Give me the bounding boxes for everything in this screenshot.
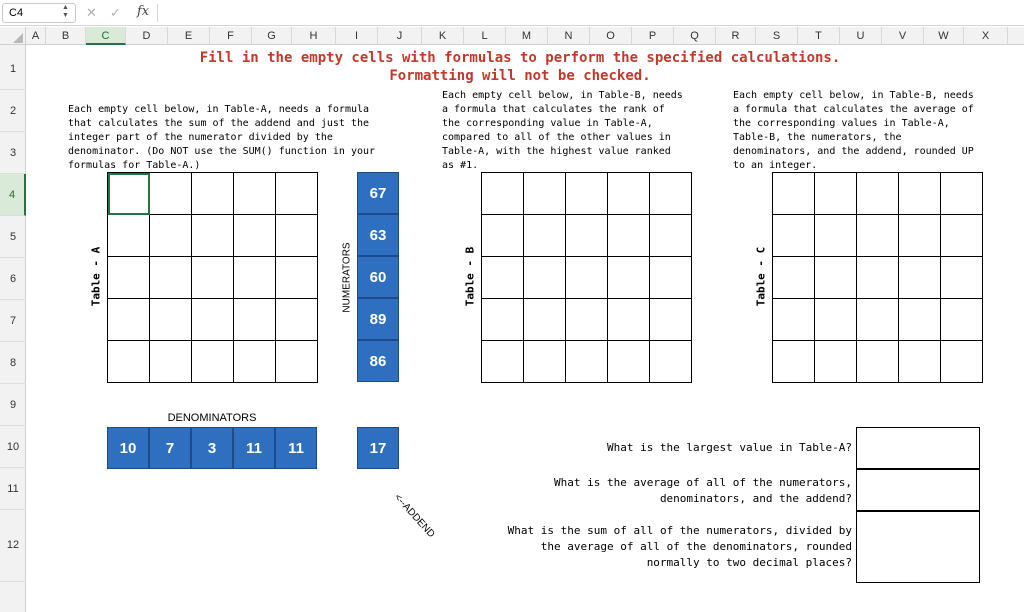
row-number: 10 [6,441,20,453]
row-number: 11 [7,483,19,495]
table-c-cell[interactable] [815,173,857,215]
table-b-cell[interactable] [482,257,524,299]
column-headers [0,27,1024,45]
table-b-cell[interactable] [482,215,524,257]
column-header-x[interactable]: X [964,27,1008,45]
row-number: 5 [9,231,17,243]
answer-average-all[interactable] [856,469,980,511]
column-header-e[interactable]: E [168,27,210,45]
table-c-cell[interactable] [857,257,899,299]
row-number: 7 [9,315,17,327]
table-b-cell[interactable] [650,341,692,383]
table-c-label: Table - C [754,246,768,307]
insert-function-icon[interactable]: fx [137,4,150,19]
formula-input[interactable] [162,6,1012,22]
table-a-row [108,299,318,341]
table-c-cell[interactable] [815,215,857,257]
instructions-title: Fill in the empty cells with formulas to perform the specified calculations. [199,50,841,66]
table-c-cell[interactable] [773,257,815,299]
table-c-cell[interactable] [899,341,941,383]
addend-cell[interactable]: 17 [357,427,399,469]
column-header-p[interactable]: P [632,27,674,45]
table-b-row [482,173,692,215]
table-b-cell[interactable] [608,341,650,383]
table-c-cell[interactable] [815,299,857,341]
row-header-5[interactable] [0,216,26,258]
table-b-cell[interactable] [608,215,650,257]
table-a-row [108,341,318,383]
table-b-instructions: Each empty cell below, in Table-B, needs a formula that calculates the rank of the corresponding value in Table-A, compared to all of the other values in Table-A, with the highest value ranked as #1. [442,90,683,171]
table-a-cell[interactable] [276,299,318,341]
numerator-cell[interactable]: 67 [357,172,399,214]
column-header-u[interactable]: U [840,27,882,45]
table-a-cell[interactable] [276,173,318,215]
column-header-n[interactable]: N [548,27,590,45]
row-header-2[interactable] [0,90,26,132]
row-number: 12 [6,539,20,551]
table-c-row [773,341,983,383]
column-header-r[interactable]: R [716,27,756,45]
table-b-row [482,257,692,299]
answer-largest-value[interactable] [856,427,980,469]
denominators-label: DENOMINATORS [167,412,257,424]
table-a-row [108,215,318,257]
numerator-cell[interactable]: 89 [357,298,399,340]
column-header-i[interactable]: I [336,27,378,45]
confirm-icon[interactable]: ✓ [110,5,121,20]
select-all-icon [13,33,23,43]
row-header-8[interactable] [0,342,26,384]
table-b-cell[interactable] [524,341,566,383]
row-header-6[interactable] [0,258,26,300]
row-number: 8 [9,357,17,369]
column-header-k[interactable]: K [422,27,464,45]
table-b-row [482,341,692,383]
column-header-v[interactable]: V [882,27,924,45]
table-b-grid [481,172,692,383]
table-a-row [108,257,318,299]
table-b-cell[interactable] [524,173,566,215]
row-number: 2 [9,105,17,117]
table-a-cell[interactable] [150,215,192,257]
row-header-9[interactable] [0,384,26,426]
table-b-cell[interactable] [524,299,566,341]
table-c-cell[interactable] [857,173,899,215]
row-number: 1 [9,63,17,75]
table-a-cell[interactable] [234,341,276,383]
denominator-cell[interactable]: 11 [233,427,275,469]
table-a-cell[interactable] [108,299,150,341]
table-c-cell[interactable] [773,173,815,215]
table-b-cell[interactable] [650,257,692,299]
table-c-cell[interactable] [857,299,899,341]
table-b-cell[interactable] [608,257,650,299]
table-c-row [773,257,983,299]
table-b-cell[interactable] [566,299,608,341]
column-header-o[interactable]: O [590,27,632,45]
table-a-cell[interactable] [192,299,234,341]
table-c-cell[interactable] [941,341,983,383]
table-b-cell[interactable] [608,173,650,215]
answer-sum-divided[interactable] [856,511,980,583]
table-c-cell[interactable] [941,215,983,257]
row-number: 9 [9,399,17,411]
select-all-corner[interactable] [0,27,26,45]
table-b-cell[interactable] [566,215,608,257]
formula-bar-separator [157,4,158,22]
numerator-cell[interactable]: 63 [357,214,399,256]
row-header-4[interactable] [0,174,26,216]
table-b-cell[interactable] [650,299,692,341]
table-a-cell[interactable] [234,173,276,215]
row-headers [0,45,26,612]
table-a-cell[interactable] [108,257,150,299]
column-header-m[interactable]: M [506,27,548,45]
denominator-cell[interactable]: 11 [275,427,317,469]
column-header-d[interactable]: D [126,27,168,45]
formula-bar [0,0,1024,26]
table-b-cell[interactable] [566,257,608,299]
table-a-cell[interactable] [276,341,318,383]
column-header-w[interactable]: W [924,27,964,45]
table-c-cell[interactable] [899,215,941,257]
table-b-cell[interactable] [482,173,524,215]
table-a-cell[interactable] [108,215,150,257]
column-header-c[interactable]: C [86,27,126,45]
table-a-cell[interactable] [234,215,276,257]
column-header-t[interactable]: T [798,27,840,45]
row-number: 6 [9,273,17,285]
column-header-s[interactable]: S [756,27,798,45]
table-a-cell[interactable] [108,173,150,215]
row-number: 3 [9,147,17,159]
table-b-cell[interactable] [524,257,566,299]
column-header-g[interactable]: G [252,27,292,45]
table-b-row [482,215,692,257]
row-header-11[interactable] [0,468,26,510]
table-b-row [482,299,692,341]
row-header-3[interactable] [0,132,26,174]
table-c-cell[interactable] [899,173,941,215]
column-header-q[interactable]: Q [674,27,716,45]
table-c-cell[interactable] [773,215,815,257]
table-c-cell[interactable] [773,341,815,383]
row-header-10[interactable] [0,426,26,468]
question-sum-divided: What is the sum of all of the numerators, divided by the average of all of the denominators, rounded normally to two decimal places? [507,524,852,569]
table-c-cell[interactable] [815,257,857,299]
column-header-f[interactable]: F [210,27,252,45]
column-header-a[interactable]: A [26,27,46,45]
denominator-cell[interactable]: 10 [107,427,149,469]
table-a-row [108,173,318,215]
row-number: 4 [8,189,16,201]
name-box-dropdown-icon[interactable]: ▲ ▼ [62,4,69,19]
instructions-subtitle: Formatting will not be checked. [389,68,651,84]
table-a-label: Table - A [89,246,103,307]
table-c-instructions: Each empty cell below, in Table-B, needs a formula that calculates the average of the corresponding values in Table-A, Table-B, the numerators, the denominators, and the addend, rounded UP to an integer. [733,90,974,171]
row-header-7[interactable] [0,300,26,342]
table-c-cell[interactable] [941,299,983,341]
table-c-cell[interactable] [899,257,941,299]
numerator-cell[interactable]: 86 [357,340,399,382]
table-b-cell[interactable] [566,341,608,383]
table-a-cell[interactable] [192,257,234,299]
table-c-cell[interactable] [773,299,815,341]
table-a-cell[interactable] [192,173,234,215]
table-a-cell[interactable] [108,341,150,383]
table-a-cell[interactable] [276,257,318,299]
table-c-cell[interactable] [941,173,983,215]
table-b-cell[interactable] [650,173,692,215]
table-c-cell[interactable] [857,341,899,383]
table-a-cell[interactable] [234,299,276,341]
table-a-cell[interactable] [276,215,318,257]
column-header-l[interactable]: L [464,27,506,45]
table-c-cell[interactable] [815,341,857,383]
table-c-row [773,173,983,215]
cancel-icon[interactable]: ✕ [86,5,97,20]
numerator-cell[interactable]: 60 [357,256,399,298]
name-box[interactable]: C4 [2,3,76,23]
table-b-cell[interactable] [566,173,608,215]
table-a-cell[interactable] [234,257,276,299]
column-header-b[interactable]: B [46,27,86,45]
table-b-cell[interactable] [482,299,524,341]
addend-label: <--ADDEND [391,492,437,541]
row-header-1[interactable] [0,45,26,90]
table-a-grid [107,172,318,383]
row-header-12[interactable] [0,510,26,582]
table-b-cell[interactable] [650,215,692,257]
table-a-cell[interactable] [150,257,192,299]
table-b-label: Table - B [463,246,477,307]
table-b-cell[interactable] [524,215,566,257]
table-a-cell[interactable] [150,341,192,383]
table-c-grid [772,172,983,383]
table-c-cell[interactable] [857,215,899,257]
question-average-all: What is the average of all of the numerators, denominators, and the addend? [553,476,852,505]
table-c-cell[interactable] [941,257,983,299]
table-b-cell[interactable] [482,341,524,383]
table-a-cell[interactable] [192,341,234,383]
table-a-cell[interactable] [150,173,192,215]
table-a-instructions: Each empty cell below, in Table-A, needs a formula that calculates the sum of the addend and just the integer part of the numerator divided by the denominator. (Do NOT use the SUM() function in your formulas for Table-A.) [68,104,376,171]
numerators-label: NUMERATORS [341,242,353,313]
table-c-cell[interactable] [899,299,941,341]
question-largest-value: What is the largest value in Table-A? [606,441,852,454]
table-b-cell[interactable] [608,299,650,341]
denominator-cell[interactable]: 7 [149,427,191,469]
column-header-j[interactable]: J [378,27,422,45]
denominator-cell[interactable]: 3 [191,427,233,469]
table-c-row [773,299,983,341]
table-a-cell[interactable] [192,215,234,257]
table-a-cell[interactable] [150,299,192,341]
column-header-h[interactable]: H [292,27,336,45]
table-c-row [773,215,983,257]
